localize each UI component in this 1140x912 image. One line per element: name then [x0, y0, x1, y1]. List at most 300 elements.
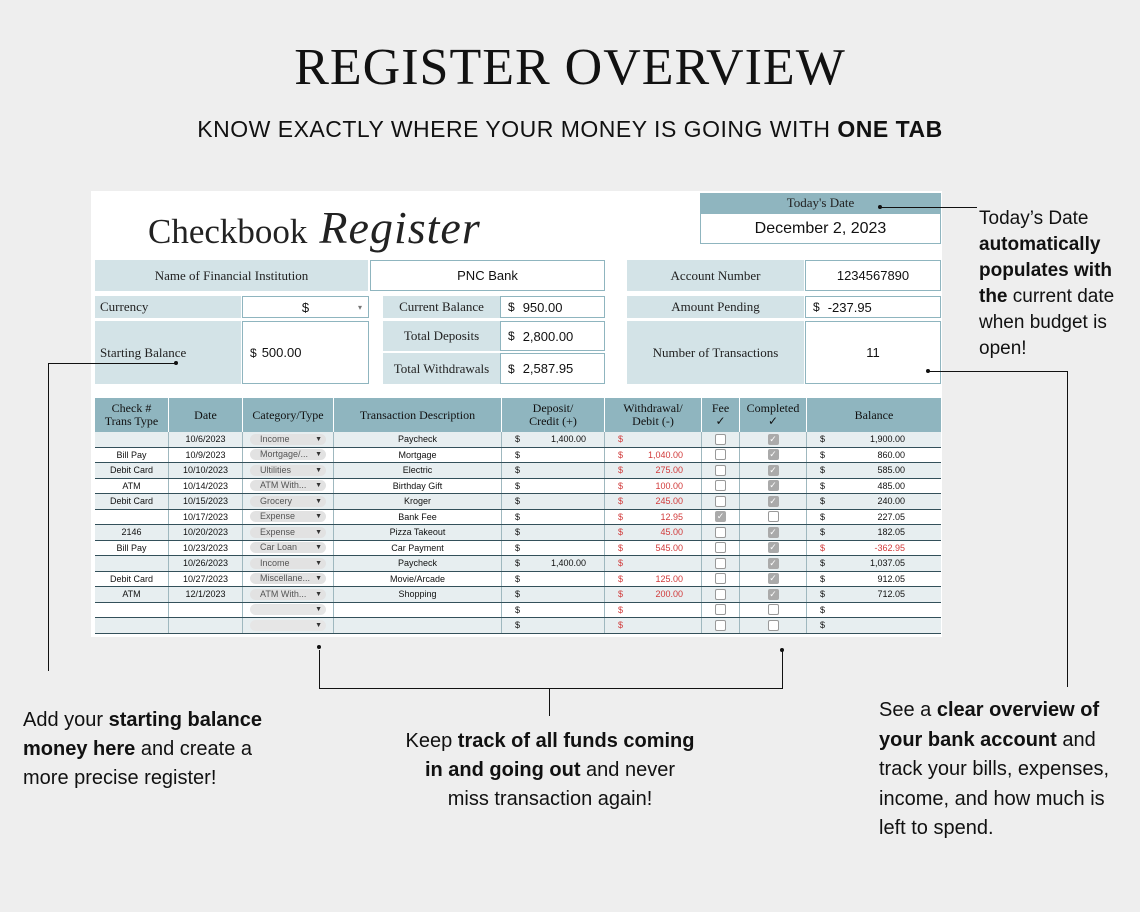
chevron-down-icon: ▼ [315, 466, 322, 474]
completed-checkbox[interactable]: ✓ [769, 480, 777, 491]
completed-cell [740, 603, 807, 618]
balance-value: 1,900.00 [869, 434, 905, 445]
todays-date-label: Today's Date [700, 193, 941, 213]
fee-cell [702, 432, 740, 447]
date-cell[interactable] [169, 525, 243, 540]
category-select[interactable] [243, 556, 334, 571]
header-deposit [502, 398, 605, 432]
balance-amount [807, 620, 941, 630]
description-cell[interactable] [334, 525, 502, 540]
total-withdrawals-label: Total Withdrawals [383, 353, 500, 384]
category-pill[interactable] [250, 449, 326, 460]
trans-type-cell[interactable] [95, 572, 169, 587]
completed-checkbox[interactable] [768, 604, 779, 615]
currency-symbol: $ [820, 527, 826, 538]
header-completed [740, 398, 807, 432]
deposit-cell[interactable] [502, 572, 605, 587]
deposit-cell[interactable] [502, 541, 605, 556]
withdrawal-cell[interactable] [605, 587, 702, 602]
currency-symbol: $ [515, 465, 521, 476]
category-select[interactable] [243, 572, 334, 587]
chevron-down-icon: ▼ [315, 590, 322, 598]
header-withdrawal-label: Withdrawal/ Debit (-) [623, 401, 683, 428]
date-text: 10/27/2023 [182, 573, 229, 584]
completed-checkbox[interactable]: ✓ [769, 526, 777, 537]
currency-symbol: $ [820, 480, 826, 491]
fee-checkbox[interactable] [715, 620, 726, 631]
fee-cell [702, 479, 740, 494]
trans-type-cell[interactable] [95, 525, 169, 540]
fee-cell [702, 556, 740, 571]
deposit-cell[interactable] [502, 432, 605, 447]
connector-line-overview-v [1067, 371, 1068, 687]
category-select[interactable] [243, 587, 334, 602]
withdrawal-cell-amount [605, 434, 701, 444]
completed-checkbox[interactable]: ✓ [769, 557, 777, 568]
date-text: 10/15/2023 [182, 496, 229, 507]
starting-balance-value: 500.00 [261, 345, 302, 360]
deposit-cell-amount [502, 527, 604, 537]
currency-symbol: $ [820, 496, 826, 507]
deposit-cell-amount [502, 574, 604, 584]
currency-symbol: $ [820, 511, 826, 522]
currency-symbol: $ [618, 589, 624, 600]
deposit-cell-amount [502, 589, 604, 599]
connector-bracket-bottom [319, 688, 783, 689]
category-text: ATM With... [260, 588, 307, 599]
balance-cell [807, 541, 941, 556]
trans-type-cell[interactable] [95, 494, 169, 509]
table-row[interactable] [95, 618, 941, 634]
currency-symbol: $ [508, 329, 515, 343]
description-text: Birthday Gift [392, 480, 443, 491]
category-select[interactable] [243, 618, 334, 633]
chevron-down-icon: ▼ [315, 544, 322, 552]
date-cell[interactable] [169, 618, 243, 633]
category-text: Income [260, 433, 290, 444]
table-row[interactable] [95, 587, 941, 603]
trans-type-text: Bill Pay [116, 449, 147, 460]
deposit-cell-amount [502, 434, 604, 444]
completed-checkbox[interactable]: ✓ [769, 433, 777, 444]
total-withdrawals-value: 2,587.95 [522, 361, 574, 376]
deposit-cell[interactable] [502, 603, 605, 618]
table-row[interactable] [95, 463, 941, 479]
completed-checkbox[interactable]: ✓ [769, 495, 777, 506]
description-cell[interactable] [334, 587, 502, 602]
deposit-cell[interactable] [502, 448, 605, 463]
withdrawal-cell[interactable] [605, 448, 702, 463]
date-cell[interactable] [169, 479, 243, 494]
balance-cell [807, 448, 941, 463]
deposit-cell[interactable] [502, 510, 605, 525]
currency-symbol: $ [820, 558, 826, 569]
category-select[interactable] [243, 525, 334, 540]
description-text: Paycheck [397, 434, 438, 445]
date-text: 10/23/2023 [182, 542, 229, 553]
withdrawal-cell[interactable] [605, 525, 702, 540]
trans-type-text: Debit Card [109, 465, 154, 476]
date-text: 10/9/2023 [185, 449, 226, 460]
note-overview-bold: clear overview of your bank account [879, 699, 1100, 751]
category-text: Income [260, 557, 290, 568]
category-select[interactable] [243, 432, 334, 447]
note-track-funds [405, 727, 695, 814]
category-text: ATM With... [260, 480, 307, 491]
fee-checkbox[interactable] [715, 542, 726, 553]
note-today-text-2: current date when budget is open! [979, 286, 1115, 359]
note-starting-bold: starting balance money here [23, 709, 262, 760]
fee-checkbox[interactable] [715, 527, 726, 538]
category-text: Expense [260, 511, 296, 522]
completed-cell [740, 448, 807, 463]
register-table-header [95, 398, 941, 432]
date-cell[interactable] [169, 556, 243, 571]
fee-checkbox[interactable] [715, 480, 726, 491]
balance-amount [807, 496, 941, 506]
deposit-cell-value: 1,400.00 [550, 434, 586, 445]
currency-symbol: $ [618, 480, 624, 491]
balance-cell [807, 494, 941, 509]
balance-value: 485.00 [877, 480, 905, 491]
currency-symbol: $ [618, 604, 624, 615]
fee-cell [702, 618, 740, 633]
description-cell[interactable] [334, 494, 502, 509]
date-cell[interactable] [169, 494, 243, 509]
category-text: Miscellane... [260, 573, 311, 584]
category-pill[interactable] [250, 434, 326, 445]
currency-symbol: $ [618, 620, 624, 631]
date-cell[interactable] [169, 587, 243, 602]
currency-symbol: $ [515, 620, 521, 631]
currency-symbol: $ [618, 542, 624, 553]
total-deposits-field[interactable] [500, 321, 605, 351]
category-pill[interactable] [250, 542, 326, 553]
category-select[interactable] [243, 603, 334, 618]
connector-bracket-stem [549, 688, 550, 716]
balance-cell [807, 603, 941, 618]
category-pill[interactable] [250, 573, 326, 584]
description-text: Car Payment [391, 542, 444, 553]
completed-cell [740, 587, 807, 602]
fee-cell [702, 587, 740, 602]
header-completed-label: Completed ✓ [746, 401, 800, 428]
header-balance [807, 398, 941, 432]
chevron-down-icon: ▼ [315, 528, 322, 536]
balance-amount [807, 434, 941, 444]
balance-value: 1,037.05 [869, 558, 905, 569]
completed-checkbox[interactable] [768, 511, 779, 522]
fee-checkbox[interactable] [715, 496, 726, 507]
category-pill[interactable] [250, 604, 326, 615]
chevron-down-icon: ▼ [315, 621, 322, 629]
deposit-cell-amount [502, 481, 604, 491]
category-select[interactable] [243, 510, 334, 525]
category-pill[interactable] [250, 465, 326, 476]
category-select[interactable] [243, 494, 334, 509]
category-pill[interactable] [250, 527, 326, 538]
account-number-label: Account Number [627, 260, 804, 291]
balance-cell [807, 556, 941, 571]
currency-symbol: $ [618, 449, 624, 460]
deposit-cell[interactable] [502, 525, 605, 540]
date-text: 10/20/2023 [182, 527, 229, 538]
completed-checkbox[interactable]: ✓ [769, 588, 777, 599]
completed-checkbox[interactable]: ✓ [769, 573, 777, 584]
category-pill[interactable] [250, 496, 326, 507]
description-cell[interactable] [334, 541, 502, 556]
description-cell[interactable] [334, 572, 502, 587]
currency-symbol: $ [508, 300, 515, 314]
starting-balance-field[interactable] [242, 321, 369, 384]
withdrawal-cell-amount [605, 558, 701, 568]
withdrawal-cell-value: 45.00 [660, 527, 683, 538]
table-row[interactable] [95, 432, 941, 448]
completed-checkbox[interactable]: ✓ [769, 464, 777, 475]
category-select[interactable] [243, 463, 334, 478]
description-cell[interactable] [334, 479, 502, 494]
description-text: Bank Fee [398, 511, 437, 522]
withdrawal-cell[interactable] [605, 603, 702, 618]
category-text: Car Loan [260, 542, 298, 553]
withdrawal-cell-value: 245.00 [655, 496, 683, 507]
trans-type-cell[interactable] [95, 463, 169, 478]
fee-cell [702, 510, 740, 525]
currency-symbol: $ [618, 573, 624, 584]
withdrawal-cell-amount [605, 620, 701, 630]
withdrawal-cell-amount [605, 527, 701, 537]
category-pill[interactable] [250, 511, 326, 522]
date-cell[interactable] [169, 541, 243, 556]
balance-amount [807, 605, 941, 615]
description-cell[interactable] [334, 603, 502, 618]
fee-checkbox[interactable] [715, 589, 726, 600]
fee-cell [702, 525, 740, 540]
table-row[interactable] [95, 572, 941, 588]
header-description-label: Transaction Description [359, 407, 476, 422]
completed-cell [740, 556, 807, 571]
chevron-down-icon: ▼ [315, 559, 322, 567]
account-number-field[interactable]: 1234567890 [805, 260, 941, 291]
deposit-cell[interactable] [502, 618, 605, 633]
deposit-cell-amount [502, 543, 604, 553]
category-pill[interactable] [250, 620, 326, 631]
header-deposit-label: Deposit/ Credit (+) [529, 401, 577, 428]
withdrawal-cell[interactable] [605, 494, 702, 509]
category-select[interactable] [243, 479, 334, 494]
fee-checkbox[interactable] [715, 449, 726, 460]
deposit-cell[interactable] [502, 463, 605, 478]
currency-select[interactable] [242, 296, 369, 318]
trans-type-cell[interactable] [95, 432, 169, 447]
description-cell[interactable] [334, 448, 502, 463]
trans-type-text: ATM [122, 480, 141, 491]
date-cell[interactable] [169, 432, 243, 447]
currency-symbol: $ [250, 345, 257, 360]
withdrawal-cell-value: 12.95 [660, 511, 683, 522]
date-cell[interactable] [169, 510, 243, 525]
current-balance-field[interactable] [500, 296, 605, 318]
withdrawal-cell-amount [605, 589, 701, 599]
chevron-down-icon: ▼ [315, 497, 322, 505]
fee-cell [702, 448, 740, 463]
completed-checkbox[interactable]: ✓ [769, 449, 777, 460]
fee-cell [702, 463, 740, 478]
trans-type-cell[interactable] [95, 587, 169, 602]
note-overview [879, 696, 1119, 844]
note-starting-text-1: Add your [23, 709, 109, 731]
fee-checkbox[interactable]: ✓ [716, 511, 725, 522]
balance-cell [807, 587, 941, 602]
checkbook-register-sheet [91, 191, 942, 637]
table-row[interactable] [95, 510, 941, 526]
currency-symbol: $ [515, 449, 521, 460]
deposit-cell[interactable] [502, 556, 605, 571]
balance-cell [807, 510, 941, 525]
completed-cell [740, 494, 807, 509]
description-cell[interactable] [334, 463, 502, 478]
todays-date-value[interactable]: December 2, 2023 [700, 213, 941, 244]
trans-type-cell[interactable] [95, 510, 169, 525]
subhead-normal: KNOW EXACTLY WHERE YOUR MONEY IS GOING WITH [197, 116, 838, 142]
deposit-cell[interactable] [502, 479, 605, 494]
table-row[interactable] [95, 448, 941, 464]
fee-checkbox[interactable] [715, 573, 726, 584]
note-today-text-1: Today’s Date [979, 208, 1089, 229]
institution-field[interactable]: PNC Bank [370, 260, 605, 291]
withdrawal-cell[interactable] [605, 541, 702, 556]
completed-cell [740, 618, 807, 633]
date-text: 10/14/2023 [182, 480, 229, 491]
connector-line-starting-v [48, 363, 49, 671]
balance-amount [807, 512, 941, 522]
description-cell[interactable] [334, 510, 502, 525]
withdrawal-cell-value: 545.00 [655, 542, 683, 553]
withdrawal-cell-amount [605, 512, 701, 522]
withdrawal-cell-amount [605, 605, 701, 615]
connector-dot-starting [174, 361, 178, 365]
completed-cell [740, 432, 807, 447]
deposit-cell[interactable] [502, 587, 605, 602]
description-text: Paycheck [397, 558, 438, 569]
withdrawal-cell-amount [605, 481, 701, 491]
trans-type-cell[interactable] [95, 603, 169, 618]
connector-line-starting-h [48, 363, 176, 364]
trans-type-text: Debit Card [109, 573, 154, 584]
chevron-down-icon: ▼ [315, 435, 322, 443]
connector-bracket-right [782, 650, 783, 688]
date-cell[interactable] [169, 448, 243, 463]
description-cell[interactable] [334, 618, 502, 633]
balance-amount [807, 465, 941, 475]
withdrawal-cell[interactable] [605, 479, 702, 494]
balance-cell [807, 572, 941, 587]
trans-type-cell[interactable] [95, 618, 169, 633]
logo-main-text: Checkbook [148, 212, 308, 251]
table-row[interactable] [95, 479, 941, 495]
deposit-cell-amount [502, 496, 604, 506]
deposit-cell-amount [502, 605, 604, 615]
trans-type-cell[interactable] [95, 448, 169, 463]
completed-checkbox[interactable] [768, 620, 779, 631]
fee-checkbox[interactable] [715, 604, 726, 615]
deposit-cell-amount [502, 465, 604, 475]
description-cell[interactable] [334, 432, 502, 447]
fee-checkbox[interactable] [715, 434, 726, 445]
table-row[interactable] [95, 494, 941, 510]
category-select[interactable] [243, 541, 334, 556]
current-balance-value: 950.00 [522, 299, 563, 315]
completed-checkbox[interactable]: ✓ [769, 542, 777, 553]
deposit-cell[interactable] [502, 494, 605, 509]
table-row[interactable] [95, 556, 941, 572]
chevron-down-icon: ▼ [315, 513, 322, 521]
table-row[interactable] [95, 525, 941, 541]
withdrawal-cell[interactable] [605, 556, 702, 571]
currency-symbol: $ [820, 620, 826, 631]
category-pill[interactable] [250, 589, 326, 600]
amount-pending-field[interactable] [805, 296, 941, 318]
category-text: Expense [260, 526, 296, 537]
category-pill[interactable] [250, 480, 326, 491]
chevron-down-icon: ▼ [315, 575, 322, 583]
table-row[interactable] [95, 603, 941, 619]
balance-value: 712.05 [877, 589, 905, 600]
num-transactions-field[interactable]: 11 [805, 321, 941, 384]
date-cell[interactable] [169, 572, 243, 587]
currency-symbol: $ [618, 527, 624, 538]
connector-dot-left [317, 645, 321, 649]
fee-checkbox[interactable] [715, 558, 726, 569]
withdrawal-cell[interactable] [605, 432, 702, 447]
currency-symbol: $ [813, 300, 820, 314]
description-cell[interactable] [334, 556, 502, 571]
total-withdrawals-field[interactable] [500, 353, 605, 384]
category-text: Mortgage/... [260, 449, 309, 460]
withdrawal-cell[interactable] [605, 618, 702, 633]
currency-symbol: $ [515, 589, 521, 600]
trans-type-text: ATM [122, 589, 141, 600]
header-description [334, 398, 502, 432]
category-pill[interactable] [250, 558, 326, 569]
withdrawal-cell[interactable] [605, 572, 702, 587]
completed-cell [740, 463, 807, 478]
currency-value: $ [301, 299, 310, 315]
category-select[interactable] [243, 448, 334, 463]
currency-symbol: $ [515, 511, 521, 522]
category-text: Ultilities [260, 464, 292, 475]
table-row[interactable] [95, 541, 941, 557]
trans-type-cell[interactable] [95, 541, 169, 556]
register-logo [148, 201, 481, 254]
balance-amount [807, 527, 941, 537]
connector-bracket-left [319, 650, 320, 688]
balance-value: 182.05 [877, 527, 905, 538]
fee-checkbox[interactable] [715, 465, 726, 476]
date-cell[interactable] [169, 463, 243, 478]
trans-type-cell[interactable] [95, 479, 169, 494]
total-deposits-label: Total Deposits [383, 321, 500, 351]
header-date [169, 398, 243, 432]
withdrawal-cell-amount [605, 465, 701, 475]
withdrawal-cell[interactable] [605, 463, 702, 478]
connector-dot-right [780, 648, 784, 652]
balance-cell [807, 432, 941, 447]
header-withdrawal [605, 398, 702, 432]
withdrawal-cell[interactable] [605, 510, 702, 525]
date-cell[interactable] [169, 603, 243, 618]
trans-type-cell[interactable] [95, 556, 169, 571]
